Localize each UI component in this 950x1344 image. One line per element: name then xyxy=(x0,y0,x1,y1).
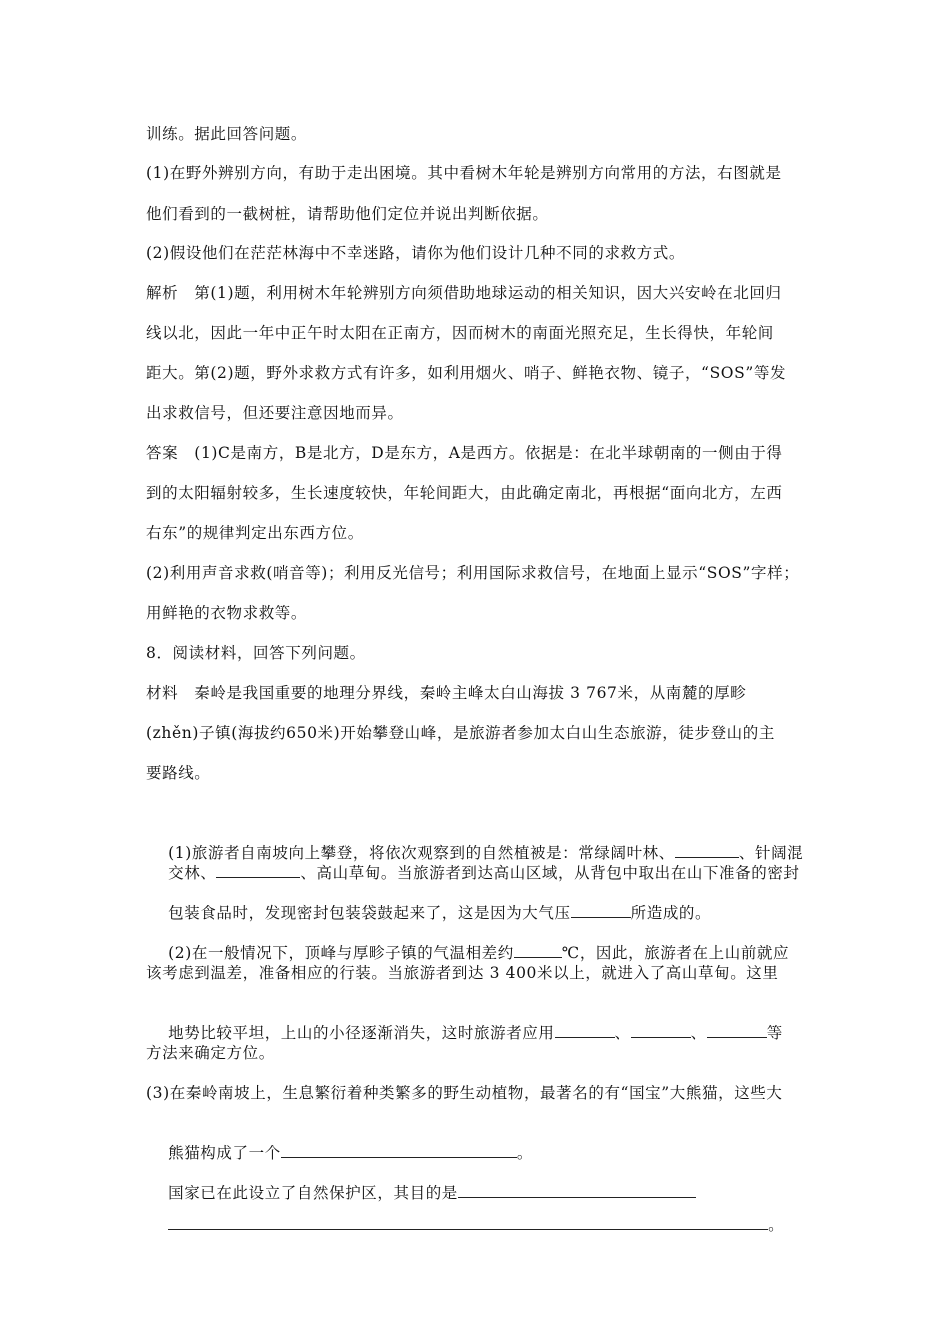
text-segment: (1)旅游者自南坡向上攀登，将依次观察到的自然植被是：常绿阔叶林、 xyxy=(168,844,675,862)
analysis-text: 解析 第(1)题，利用树木年轮辨别方向须借助地球运动的相关知识，因大兴安岭在北回归 xyxy=(146,284,782,302)
text-line xyxy=(146,1195,784,1255)
answer-blank[interactable] xyxy=(707,1023,767,1038)
text-line: 右东”的规律判定出东西方位。 xyxy=(146,524,364,542)
question-8-heading: 8．阅读材料，回答下列问题。 xyxy=(146,644,366,662)
text-segment: 。 xyxy=(516,1144,533,1162)
text-segment: 包装食品时，发现密封包装袋鼓起来了，这是因为大气压 xyxy=(168,904,571,922)
text-segment: 、 xyxy=(690,1024,707,1042)
text-segment: 所造成的。 xyxy=(630,904,712,922)
text-segment: (2)在一般情况下，顶峰与厚畛子镇的气温相差约 xyxy=(168,944,514,962)
answer-blank[interactable] xyxy=(514,943,562,958)
question-1-text: (1)在野外辨别方向，有助于走出困境。其中看树木年轮是辨别方向常用的方法，右图就是 xyxy=(146,164,782,182)
question-2-text: (2)假设他们在茫茫林海中不幸迷路，请你为他们设计几种不同的求救方式。 xyxy=(146,244,685,262)
text-line: 要路线。 xyxy=(146,764,211,782)
material-text: 材料 秦岭是我国重要的地理分界线，秦岭主峰太白山海拔 3 767米，从南麓的厚畛 xyxy=(146,684,747,702)
text-segment: 、针阔混 xyxy=(738,844,804,862)
text-line: 他们看到的一截树桩，请帮助他们定位并说出判断依据。 xyxy=(146,205,549,223)
answer-blank[interactable] xyxy=(281,1143,517,1158)
answer-blank[interactable] xyxy=(555,1023,615,1038)
answer-blank[interactable] xyxy=(571,903,631,918)
answer-2-text: (2)利用声音求救(哨音等)；利用反光信号；利用国际求救信号，在地面上显示“SOS”字样； xyxy=(146,564,800,582)
text-line: 训练。据此回答问题。 xyxy=(146,125,308,143)
text-segment: 等 xyxy=(766,1024,783,1042)
text-segment: 交林、 xyxy=(168,864,217,882)
answer-text: 答案 (1)C是南方，B是北方，D是东方，A是西方。依据是：在北半球朝南的一侧由于得 xyxy=(146,444,783,462)
text-line: 距大。第(2)题，野外求救方式有许多，如利用烟火、哨子、鲜艳衣物、镜子，“SOS”等发 xyxy=(146,364,787,382)
text-segment: 国家已在此设立了自然保护区，其目的是 xyxy=(168,1184,458,1202)
text-line: 线以北，因此一年中正午时太阳在正南方，因而树木的南面光照充足，生长得快，年轮间 xyxy=(146,324,774,342)
text-line: 到的太阳辐射较多，生长速度较快，年轮间距大，由此确定南北，再根据“面向北方，左西 xyxy=(146,484,783,502)
text-line: 用鲜艳的衣物求救等。 xyxy=(146,604,308,622)
text-line: 出求救信号，但还要注意因地而异。 xyxy=(146,404,404,422)
text-segment: 、高山草甸。当旅游者到达高山区域，从背包中取出在山下准备的密封 xyxy=(300,864,800,882)
answer-blank[interactable] xyxy=(216,863,300,878)
sub-question-3: (3)在秦岭南坡上，生息繁衍着种类繁多的野生动植物，最著名的有“国宝”大熊猫，这些大 xyxy=(146,1084,783,1102)
text-segment: 。 xyxy=(768,1216,785,1234)
text-line: 该考虑到温差，准备相应的行装。当旅游者到达 3 400米以上，就进入了高山草甸。这里 xyxy=(146,964,779,982)
text-segment: ℃，因此，旅游者在上山前就应 xyxy=(561,944,790,962)
answer-blank[interactable] xyxy=(168,1215,768,1230)
text-segment: 、 xyxy=(614,1024,631,1042)
text-line: (zhěn)子镇(海拔约650米)开始攀登山峰，是旅游者参加太白山生态旅游，徒步登山的主 xyxy=(146,724,775,742)
text-segment: 熊猫构成了一个 xyxy=(168,1144,281,1162)
answer-blank[interactable] xyxy=(631,1023,691,1038)
text-line: 方法来确定方位。 xyxy=(146,1044,275,1062)
text-segment: 地势比较平坦，上山的小径逐渐消失，这时旅游者应用 xyxy=(168,1024,555,1042)
